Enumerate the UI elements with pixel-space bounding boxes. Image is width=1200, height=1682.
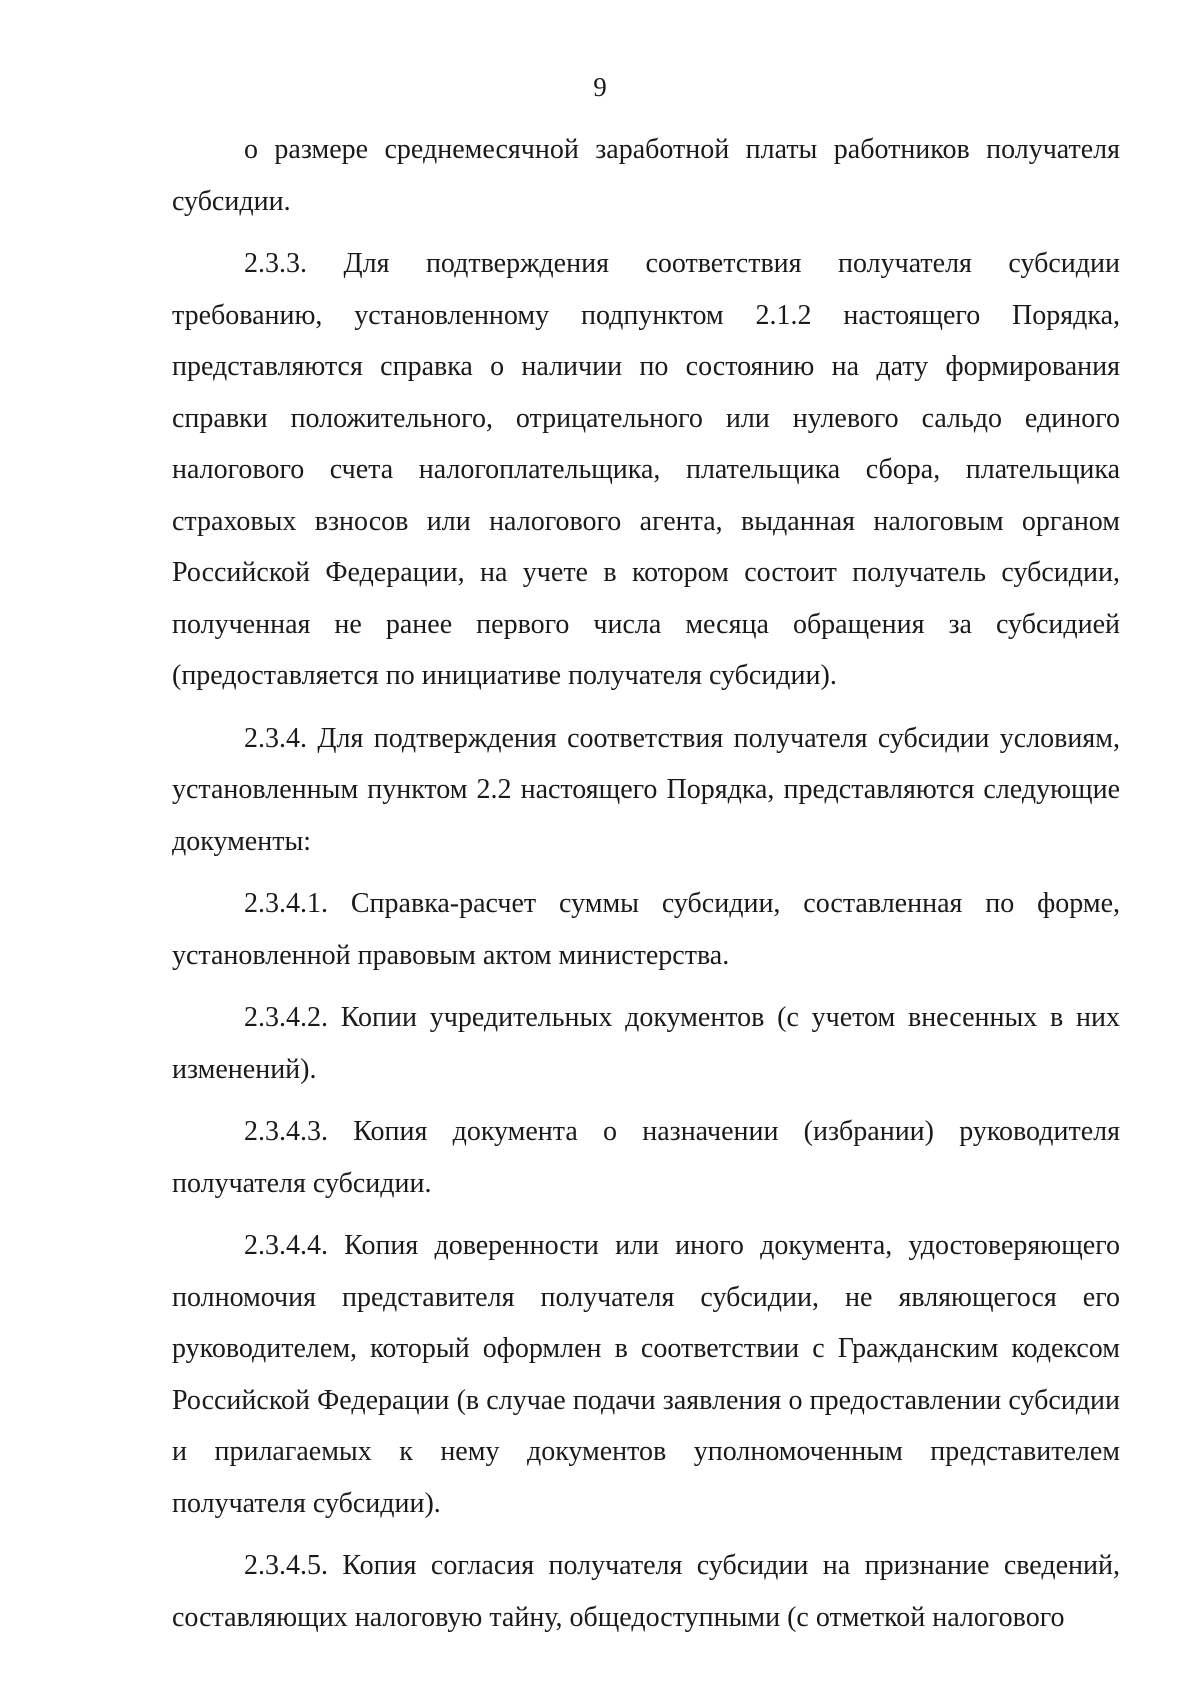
- paragraph-2-3-3: 2.3.3. Для подтверждения соответствия получателя субсидии требованию, установленному подпунктом 2.1.2 настоящего Порядка, представляются справка о наличии по состоянию на дату формирования справки положительного, отрицательного или нулевого сальдо единого налогового счета налогоплательщика, плательщика сбора, плательщика страховых взносов или налогового агента, выданная налоговым органом Российской Федерации, на учете в котором состоит получатель субсидии, полученная не ранее первого числа месяца обращения за субсидией (предоставляется по инициативе получателя субсидии).: [172, 248, 1120, 691]
- paragraph-2-3-4: 2.3.4. Для подтверждения соответствия получателя субсидии условиям, установленным пунктом 2.2 настоящего Порядка, представляются следующие документы:: [172, 722, 1120, 857]
- paragraph-2-3-4-5: 2.3.4.5. Копия согласия получателя субсидии на признание сведений, составляющих налоговую тайну, общедоступными (с отметкой налогового: [172, 1550, 1120, 1633]
- paragraph-2-3-4-3: 2.3.4.3. Копия документа о назначении (избрании) руководителя получателя субсидии.: [172, 1116, 1120, 1199]
- paragraph-2-3-4-1: 2.3.4.1. Справка-расчет суммы субсидии, составленная по форме, установленной правовым актом министерства.: [172, 888, 1120, 971]
- paragraph-2-3-4-2: 2.3.4.2. Копии учредительных документов (с учетом внесенных в них изменений).: [172, 1002, 1120, 1085]
- paragraph-continuation: о размере среднемесячной заработной платы работников получателя субсидии.: [172, 134, 1120, 217]
- document-body: [172, 124, 1120, 1654]
- page-number: 9: [593, 72, 607, 102]
- paragraph-2-3-4-4: 2.3.4.4. Копия доверенности или иного документа, удостоверяющего полномочия представителя получателя субсидии, не являющегося его руководителем, который оформлен в соответствии с Гражданским кодексом Российской Федерации (в случае подачи заявления о предоставлении субсидии и прилагаемых к нему документов уполномоченным представителем получателя субсидии).: [172, 1230, 1120, 1519]
